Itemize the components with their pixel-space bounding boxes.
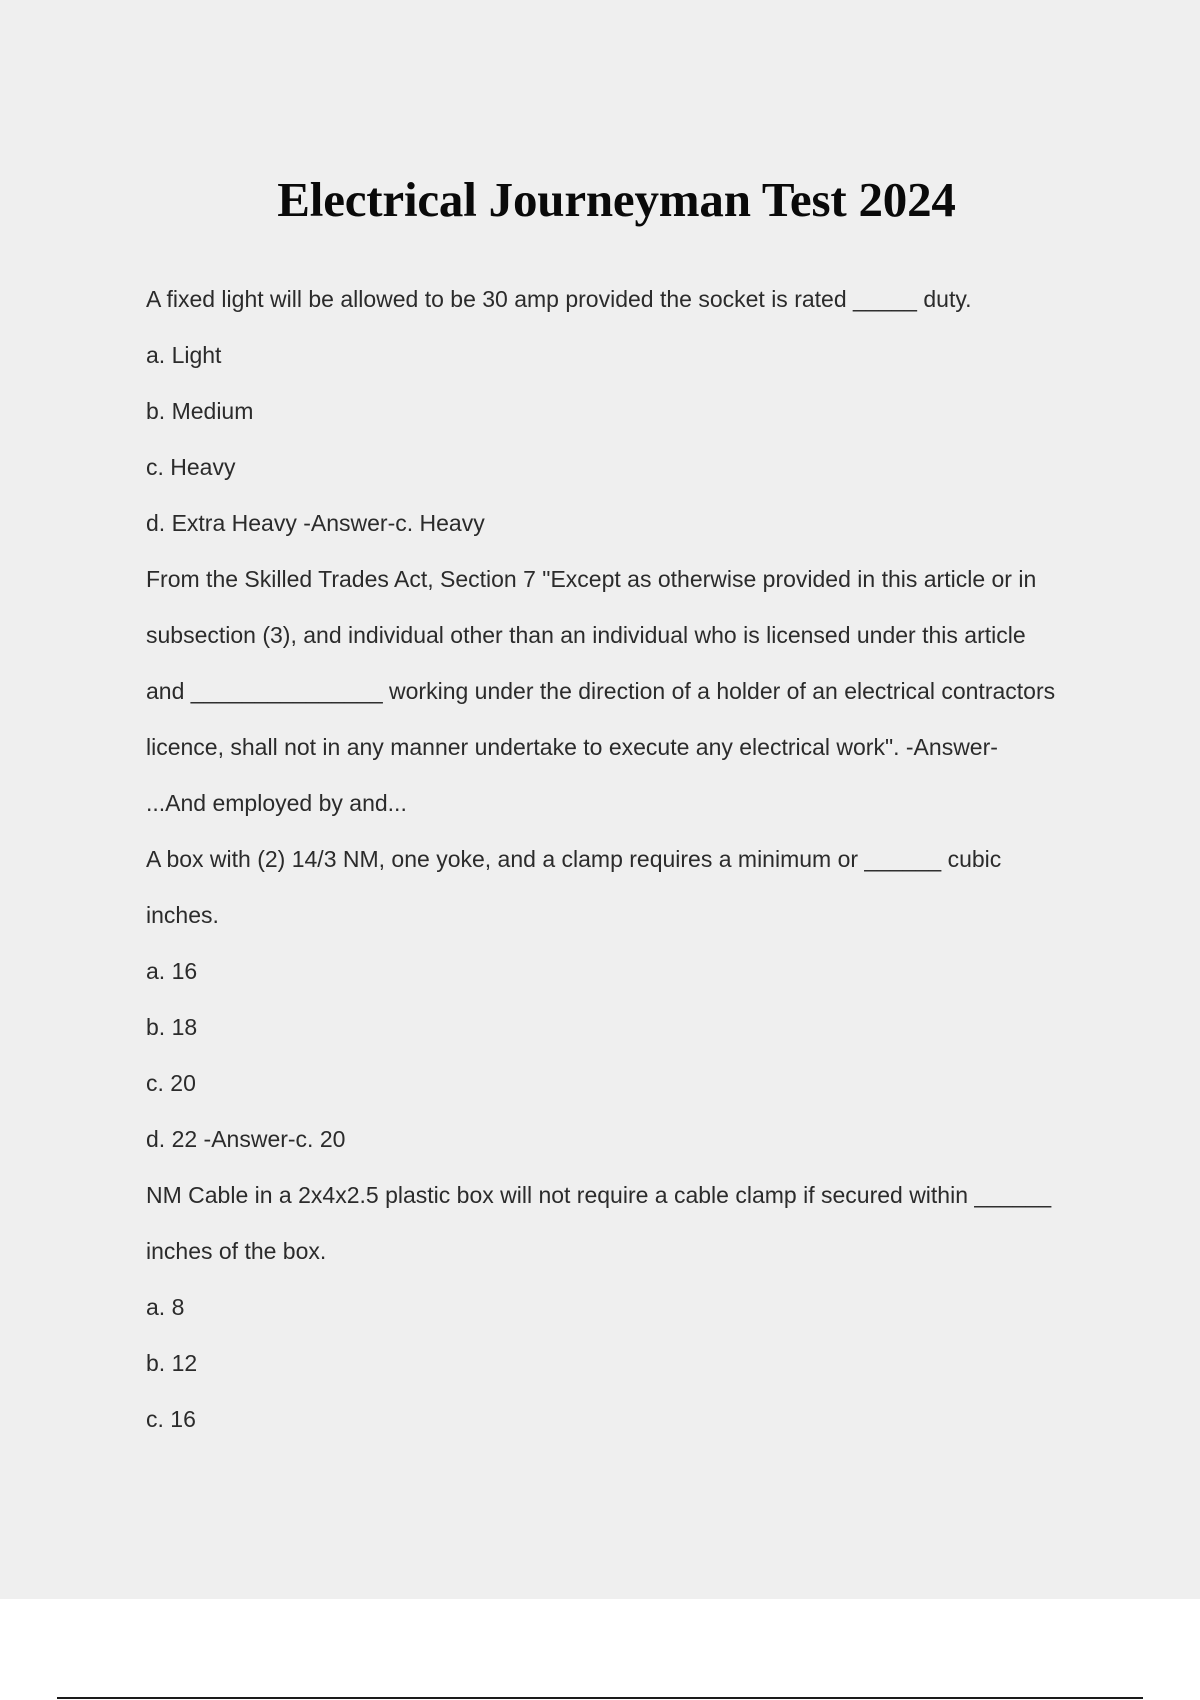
text-line: c. 16 [146,1406,196,1432]
page-title: Electrical Journeyman Test 2024 [277,172,956,227]
text-line: NM Cable in a 2x4x2.5 plastic box will not require a cable clamp if secured within ______ [146,1182,1052,1208]
text-line: and _______________ working under the direction of a holder of an electrical contractors [146,678,1056,704]
text-line: c. 20 [146,1070,196,1096]
text-line: a. 8 [146,1294,185,1320]
text-line: d. 22 -Answer-c. 20 [146,1126,346,1152]
text-line: ...And employed by and... [146,790,407,816]
text-line: licence, shall not in any manner undertake to execute any electrical work". -Answer- [146,734,998,760]
text-line: a. 16 [146,958,198,984]
text-line: inches. [146,902,219,928]
text-line: b. Medium [146,398,254,424]
text-line: From the Skilled Trades Act, Section 7 "Except as otherwise provided in this article or in [146,566,1037,592]
footer-divider [57,1697,1143,1699]
text-line: inches of the box. [146,1238,327,1264]
text-line: subsection (3), and individual other than an individual who is licensed under this article [146,622,1026,648]
text-line: b. 18 [146,1014,198,1040]
text-line: a. Light [146,342,222,368]
text-line: b. 12 [146,1350,198,1376]
text-line: A box with (2) 14/3 NM, one yoke, and a clamp requires a minimum or ______ cubic [146,846,1002,872]
text-line: c. Heavy [146,454,236,480]
text-line: A fixed light will be allowed to be 30 amp provided the socket is rated _____ duty. [146,286,972,312]
question-text [146,271,1146,1447]
text-line: d. Extra Heavy -Answer-c. Heavy [146,510,485,536]
